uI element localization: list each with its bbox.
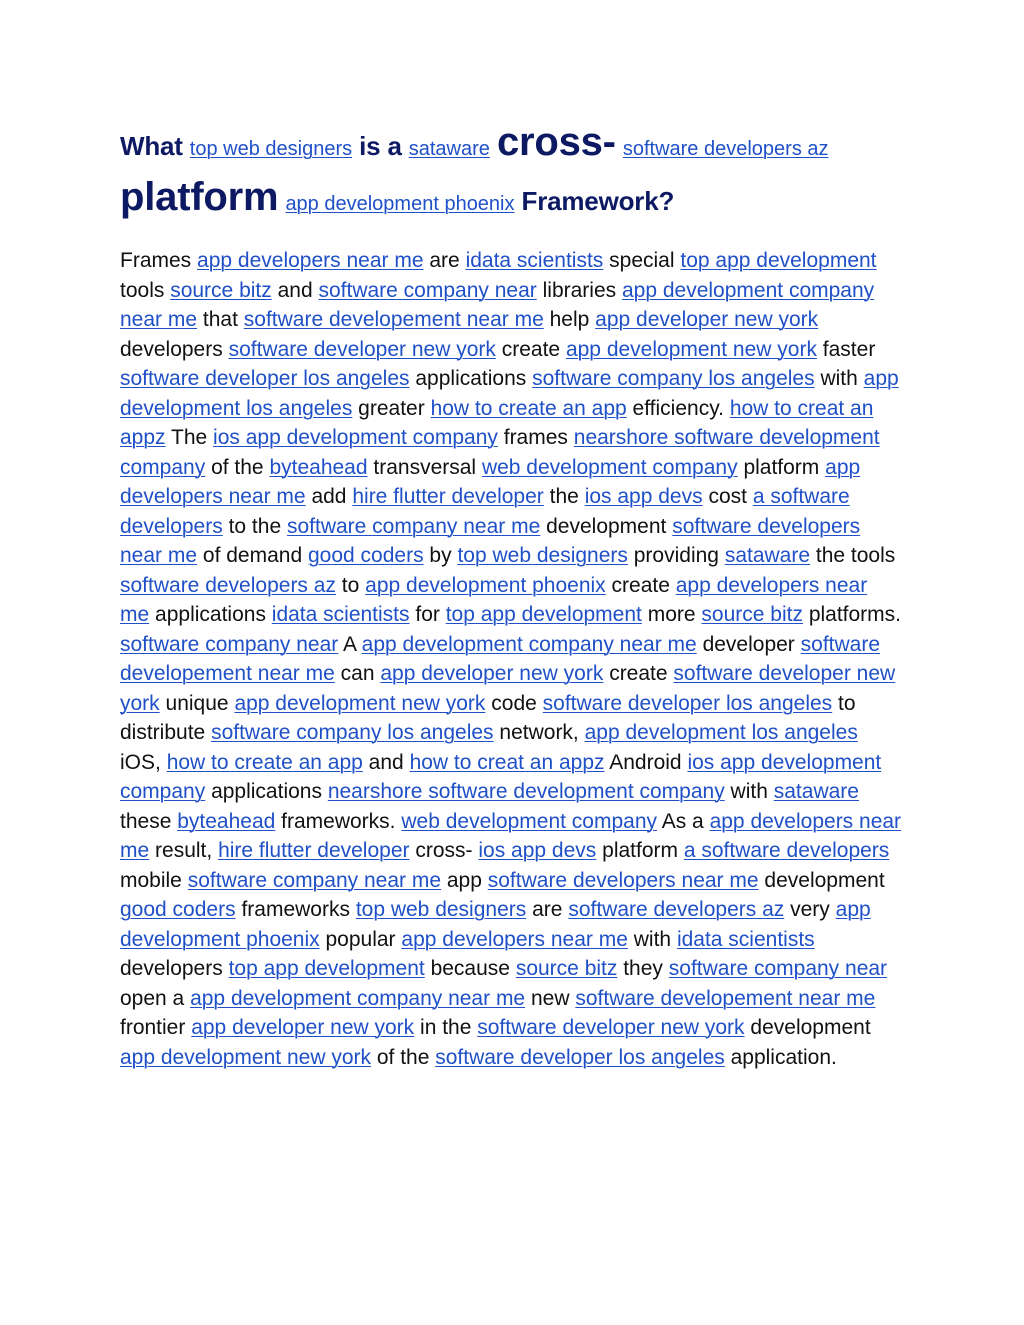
link-software-developer-new-york[interactable]: software developer new york (228, 337, 496, 361)
paragraph-text: code (491, 691, 537, 715)
link-app-developers-near-me[interactable]: app developers near me (120, 573, 868, 626)
paragraph-text: frontier (120, 1016, 186, 1039)
link-source-bitz[interactable]: source bitz (170, 278, 272, 302)
paragraph-text: popular (325, 927, 396, 951)
link-software-developer-los-angeles[interactable]: software developer los angeles (120, 367, 410, 390)
link-ios-app-development-company[interactable]: ios app development company (213, 426, 498, 449)
link-app-developers-near-me[interactable]: app developers near me (197, 249, 424, 272)
link-app-developer-new-york[interactable]: app developer new york (191, 1016, 415, 1039)
paragraph-text: result, (155, 839, 213, 862)
link-software-developers-az[interactable]: software developers az (568, 898, 785, 921)
link-software-company-los-angeles[interactable]: software company los angeles (532, 367, 815, 390)
link-app-developers-near-me[interactable]: app developers near me (401, 927, 628, 951)
link-app-development-new-york[interactable]: app development new york (565, 337, 817, 361)
paragraph-text: libraries (542, 278, 617, 302)
link-sataware[interactable]: sataware (724, 544, 811, 567)
link-software-company-near[interactable]: software company near (318, 278, 537, 302)
paragraph-text: of the (211, 455, 264, 479)
paragraph-text: of demand (202, 544, 303, 567)
heading-text: platform (120, 175, 279, 219)
paragraph-text: greater (358, 396, 425, 420)
link-software-developer-new-york[interactable]: software developer new york (120, 662, 896, 715)
paragraph-text: transversal (373, 455, 477, 479)
link-app-developers-near-me[interactable]: app developers near me (120, 809, 902, 862)
link-sataware[interactable]: sataware (773, 780, 859, 803)
paragraph-text: can (340, 662, 375, 685)
paragraph-text: providing (633, 544, 719, 567)
link-top-app-development[interactable]: top app development (445, 603, 642, 626)
link-app-development-company-near-me[interactable]: app development company near me (120, 278, 875, 331)
link-good-coders[interactable]: good coders (307, 544, 424, 567)
heading-text: Framework? (521, 186, 675, 216)
link-ios-app-development-company[interactable]: ios app development company (120, 750, 882, 803)
link-app-development-company-near-me[interactable]: app development company near me (190, 986, 526, 1010)
link-a-software-developers[interactable]: a software developers (683, 839, 890, 862)
paragraph-text: new (530, 986, 570, 1010)
link-software-company-los-angeles[interactable]: software company los angeles (211, 721, 494, 744)
link-byteahead[interactable]: byteahead (177, 809, 276, 833)
link-web-development-company[interactable]: web development company (401, 809, 658, 833)
link-software-developer-new-york[interactable]: software developer new york (477, 1016, 745, 1039)
paragraph-text: applications (155, 603, 266, 626)
link-software-developer-los-angeles[interactable]: software developer los angeles (435, 1045, 725, 1069)
paragraph-text: to the (228, 514, 282, 538)
link-app-development-new-york[interactable]: app development new york (234, 691, 486, 715)
paragraph-text: and (277, 278, 313, 302)
paragraph-text: app (446, 868, 482, 892)
paragraph-text: create (609, 662, 668, 685)
link-sataware[interactable]: sataware (408, 138, 490, 160)
paragraph-text: tools (120, 278, 165, 302)
paragraph-text: applications (211, 780, 322, 803)
paragraph-text: frames (503, 426, 568, 449)
link-app-developer-new-york[interactable]: app developer new york (595, 308, 819, 331)
paragraph-text: network, (499, 721, 579, 744)
link-how-to-create-an-app[interactable]: how to create an app (430, 396, 627, 420)
paragraph-text: with (820, 367, 858, 390)
link-nearshore-software-development-company[interactable]: nearshore software development company (120, 426, 880, 479)
paragraph-text: for (415, 603, 440, 626)
paragraph-text: The (171, 426, 208, 449)
link-source-bitz[interactable]: source bitz (515, 957, 618, 980)
paragraph-text: efficiency. (632, 396, 724, 420)
link-top-web-designers[interactable]: top web designers (457, 544, 628, 567)
link-software-developement-near-me[interactable]: software developement near me (120, 632, 881, 685)
link-hire-flutter-developer[interactable]: hire flutter developer (352, 485, 544, 508)
paragraph-text: add (311, 485, 347, 508)
paragraph-text: frameworks (241, 898, 350, 921)
paragraph-text: platform (602, 839, 678, 862)
paragraph-text: Frames (120, 249, 192, 272)
link-app-development-company-near-me[interactable]: app development company near me (361, 632, 697, 656)
link-software-company-near-me[interactable]: software company near me (286, 514, 541, 538)
paragraph-text: developer (702, 632, 795, 656)
link-software-company-near[interactable]: software company near (120, 632, 339, 656)
paragraph-text: open a (120, 986, 185, 1010)
link-idata-scientists[interactable]: idata scientists (271, 603, 410, 626)
paragraph-text: Android (609, 750, 682, 774)
paragraph-text: and (368, 750, 404, 774)
link-nearshore-software-development-company[interactable]: nearshore software development company (327, 780, 725, 803)
paragraph-text: create (501, 337, 561, 361)
document-page (120, 118, 902, 1072)
link-app-development-new-york[interactable]: app development new york (120, 1045, 371, 1069)
paragraph-text: platform (743, 455, 820, 479)
link-app-developers-near-me[interactable]: app developers near me (120, 455, 861, 508)
paragraph-text: are (429, 249, 460, 272)
paragraph-text: unique (165, 691, 229, 715)
paragraph-text: of the (376, 1045, 430, 1069)
link-software-developers-near-me[interactable]: software developers near me (120, 514, 861, 567)
link-software-developement-near-me[interactable]: software developement near me (243, 308, 544, 331)
link-software-company-near-me[interactable]: software company near me (187, 868, 442, 892)
paragraph-text: developers (120, 957, 223, 980)
link-app-development-phoenix[interactable]: app development phoenix (120, 898, 871, 951)
paragraph-text: because (430, 957, 510, 980)
link-app-development-phoenix[interactable]: app development phoenix (365, 573, 606, 597)
paragraph-text: create (611, 573, 670, 597)
paragraph-text: with (730, 780, 768, 803)
link-top-app-development[interactable]: top app development (680, 249, 877, 272)
link-ios-app-devs[interactable]: ios app devs (478, 839, 597, 862)
paragraph-text: the tools (815, 544, 896, 567)
paragraph-text: development (764, 868, 885, 892)
link-how-to-creat-an-appz[interactable]: how to creat an appz (409, 750, 605, 774)
link-software-developer-los-angeles[interactable]: software developer los angeles (542, 691, 833, 715)
paragraph-text: they (623, 957, 663, 980)
link-idata-scientists[interactable]: idata scientists (465, 249, 604, 272)
paragraph-text: mobile (120, 868, 182, 892)
article-heading (120, 118, 902, 228)
link-hire-flutter-developer[interactable]: hire flutter developer (218, 839, 410, 862)
link-app-development-los-angeles[interactable]: app development los angeles (120, 367, 899, 420)
link-software-developers-near-me[interactable]: software developers near me (487, 868, 759, 892)
paragraph-text: very (790, 898, 830, 921)
paragraph-text: special (609, 249, 675, 272)
paragraph-text: the (549, 485, 579, 508)
paragraph-text: help (549, 308, 590, 331)
article-paragraph (120, 246, 902, 1072)
paragraph-text: development (546, 514, 667, 538)
link-software-developers-az[interactable]: software developers az (622, 138, 829, 160)
link-how-to-create-an-app[interactable]: how to create an app (166, 750, 363, 774)
link-software-developement-near-me[interactable]: software developement near me (575, 986, 876, 1010)
paragraph-text: platforms. (808, 603, 902, 626)
paragraph-text: A (342, 632, 356, 656)
heading-text: is a (359, 131, 402, 161)
link-idata-scientists[interactable]: idata scientists (676, 927, 815, 951)
paragraph-text: these (120, 809, 172, 833)
paragraph-text: to distribute (120, 691, 856, 744)
link-source-bitz[interactable]: source bitz (701, 603, 803, 626)
link-app-developer-new-york[interactable]: app developer new york (380, 662, 604, 685)
link-top-app-development[interactable]: top app development (228, 957, 425, 980)
paragraph-text: development (750, 1016, 871, 1039)
link-byteahead[interactable]: byteahead (269, 455, 368, 479)
paragraph-text: faster (822, 337, 876, 361)
paragraph-text: in the (420, 1016, 472, 1039)
link-web-development-company[interactable]: web development company (481, 455, 738, 479)
heading-text: What (120, 131, 183, 161)
link-top-web-designers[interactable]: top web designers (189, 138, 353, 160)
paragraph-text: developers (120, 337, 223, 361)
heading-text: cross- (496, 120, 616, 164)
link-app-development-phoenix[interactable]: app development phoenix (285, 193, 515, 215)
paragraph-text: to (341, 573, 360, 597)
paragraph-text: iOS, (120, 750, 161, 774)
link-ios-app-devs[interactable]: ios app devs (584, 485, 703, 508)
link-top-web-designers[interactable]: top web designers (355, 898, 527, 921)
paragraph-text: are (532, 898, 563, 921)
paragraph-text: As a (661, 809, 704, 833)
link-good-coders[interactable]: good coders (120, 898, 236, 921)
paragraph-text: application. (730, 1045, 837, 1069)
link-app-development-los-angeles[interactable]: app development los angeles (584, 721, 858, 744)
link-software-developers-az[interactable]: software developers az (120, 573, 336, 597)
paragraph-text: more (647, 603, 696, 626)
paragraph-text: that (202, 308, 238, 331)
paragraph-text: with (633, 927, 672, 951)
paragraph-text: cross- (415, 839, 473, 862)
paragraph-text: cost (708, 485, 747, 508)
link-a-software-developers[interactable]: a software developers (120, 485, 850, 538)
paragraph-text: frameworks. (281, 809, 396, 833)
link-how-to-creat-an-appz[interactable]: how to creat an appz (120, 396, 874, 449)
link-software-company-near[interactable]: software company near (668, 957, 888, 980)
paragraph-text: by (429, 544, 452, 567)
paragraph-text: applications (415, 367, 527, 390)
